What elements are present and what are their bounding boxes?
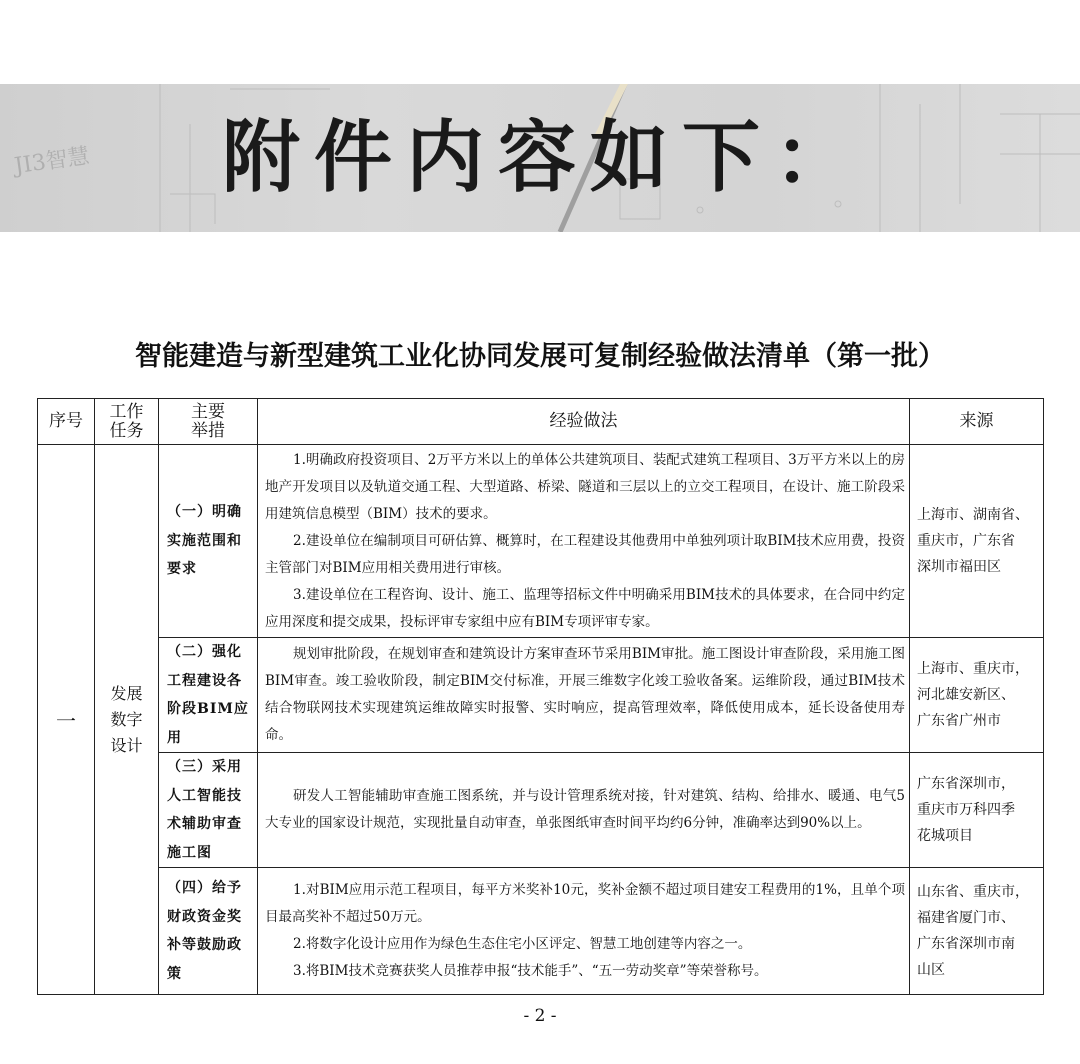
measure-line: 实施范围和 [167,532,242,549]
experience-paragraph: 3.建设单位在工程咨询、设计、施工、监理等招标文件中明确采用BIM技术的具体要求，在合同中约定应用深度和提交成果，投标评审专家组中应有BIM专项评审专家。 [265,586,905,630]
measure-line: （三）采用 [167,759,242,775]
experience-paragraph: 规划审批阶段，在规划审查和建筑设计方案审查环节采用BIM审批。施工图设计审查阶段，采用施工图BIM审查。竣工验收阶段，制定BIM交付标准，开展三维数字化竣工验收备案。运维阶段，通过BIM技术结合物联网技术实现建筑运维故障实时报警、实时响应，提高管理效率，降低使用成本，延长设备使用寿命。 [265,646,905,743]
measure-line: 补等鼓励政 [167,937,242,953]
measure-line: 术辅助审查 [167,816,242,832]
measure-line: 施工图 [167,844,212,861]
measure-line: （二）强化 [167,644,242,660]
source-line: 广东省深圳市南 [917,936,1015,952]
measure-line: 策 [167,965,182,982]
page-number: - 2 - [523,1006,557,1026]
banner-title: 附件内容如下： [222,113,867,203]
table-row [38,753,1044,868]
header-measure [159,399,258,445]
seq-cell: 一 [38,445,95,995]
source-cell [910,638,1044,753]
header-task-line: 任务 [109,420,144,441]
document-title: 智能建造与新型建筑工业化协同发展可复制经验做法清单（第一批） [135,341,945,372]
table-row [38,638,1044,753]
task-cell [95,445,159,995]
header-task [95,399,159,445]
experience-table [37,398,1044,995]
task-line: 设计 [110,735,143,755]
header-seq: 序号 [38,399,95,445]
measure-line: 工程建设各 [167,672,242,689]
measure-line: （四）给予 [167,880,242,896]
source-line: 山区 [917,962,945,978]
source-line: 广东省广州市 [917,713,1001,729]
source-line: 花城项目 [917,828,973,844]
header-experience: 经验做法 [258,399,910,445]
source-line: 上海市、重庆市， [917,661,1029,677]
source-cell [910,868,1044,995]
source-line: 重庆市，广东省 [917,533,1015,549]
experience-cell [258,445,910,638]
table-row [38,445,1044,638]
source-line: 上海市、湖南省、 [917,507,1029,523]
header-measure-line: 主要 [191,401,225,422]
source-line: 广东省深圳市， [917,776,1015,792]
table-header-row [38,399,1044,445]
header-banner [0,84,1080,232]
measure-cell [159,445,258,638]
header-task-line: 工作 [109,401,144,422]
measure-line: 阶段BIM应 [167,701,249,717]
experience-paragraph: 2.建设单位在编制项目可研估算、概算时，在工程建设其他费用中单独列项计取BIM技术应用费，投资主管部门对BIM应用相关费用进行审核。 [265,532,905,576]
experience-paragraph: 1.明确政府投资项目、2万平方米以上的单体公共建筑项目、装配式建筑工程项目、3万平方米以上的房地产开发项目以及轨道交通工程、大型道路、桥梁、隧道和三层以上的立交工程项目，在设计、施工阶段采用建筑信息模型（BIM）技术的要求。 [265,451,905,522]
source-line: 深圳市福田区 [917,559,1001,575]
measure-line: 人工智能技 [167,787,242,804]
measure-line: 要求 [167,561,197,578]
task-line: 数字 [110,709,143,729]
banner-decorative-text: JI3智慧 [12,143,92,180]
source-line: 福建省厦门市、 [917,910,1015,926]
measure-cell [159,753,258,868]
experience-paragraph: 3.将BIM技术竞赛获奖人员推荐申报“技术能手”、“五一劳动奖章”等荣誉称号。 [293,963,768,979]
table-row [38,868,1044,995]
experience-cell [258,868,910,995]
experience-paragraph: 研发人工智能辅助审查施工图系统，并与设计管理系统对接，针对建筑、结构、给排水、暖通、电气5大专业的国家设计规范，实现批量自动审查，单张图纸审查时间平均约6分钟，准确率达到90%以上。 [265,788,905,831]
source-cell [910,753,1044,868]
source-line: 河北雄安新区、 [917,687,1015,703]
task-line: 发展 [110,683,143,703]
source-cell [910,445,1044,638]
source-line: 重庆市万科四季 [917,802,1015,818]
experience-cell [258,638,910,753]
experience-paragraph: 2.将数字化设计应用作为绿色生态住宅小区评定、智慧工地创建等内容之一。 [293,936,752,952]
header-measure-line: 举措 [191,420,225,441]
experience-paragraph: 1.对BIM应用示范工程项目，每平方米奖补10元，奖补金额不超过项目建安工程费用的1%，且单个项目最高奖补不超过50万元。 [265,882,905,925]
measure-cell [159,638,258,753]
header-source: 来源 [910,399,1044,445]
source-line: 山东省、重庆市， [917,884,1029,900]
measure-line: 财政资金奖 [167,908,242,925]
measure-cell [159,868,258,995]
measure-line: 用 [167,729,182,746]
experience-cell [258,753,910,868]
measure-line: （一）明确 [167,504,242,521]
